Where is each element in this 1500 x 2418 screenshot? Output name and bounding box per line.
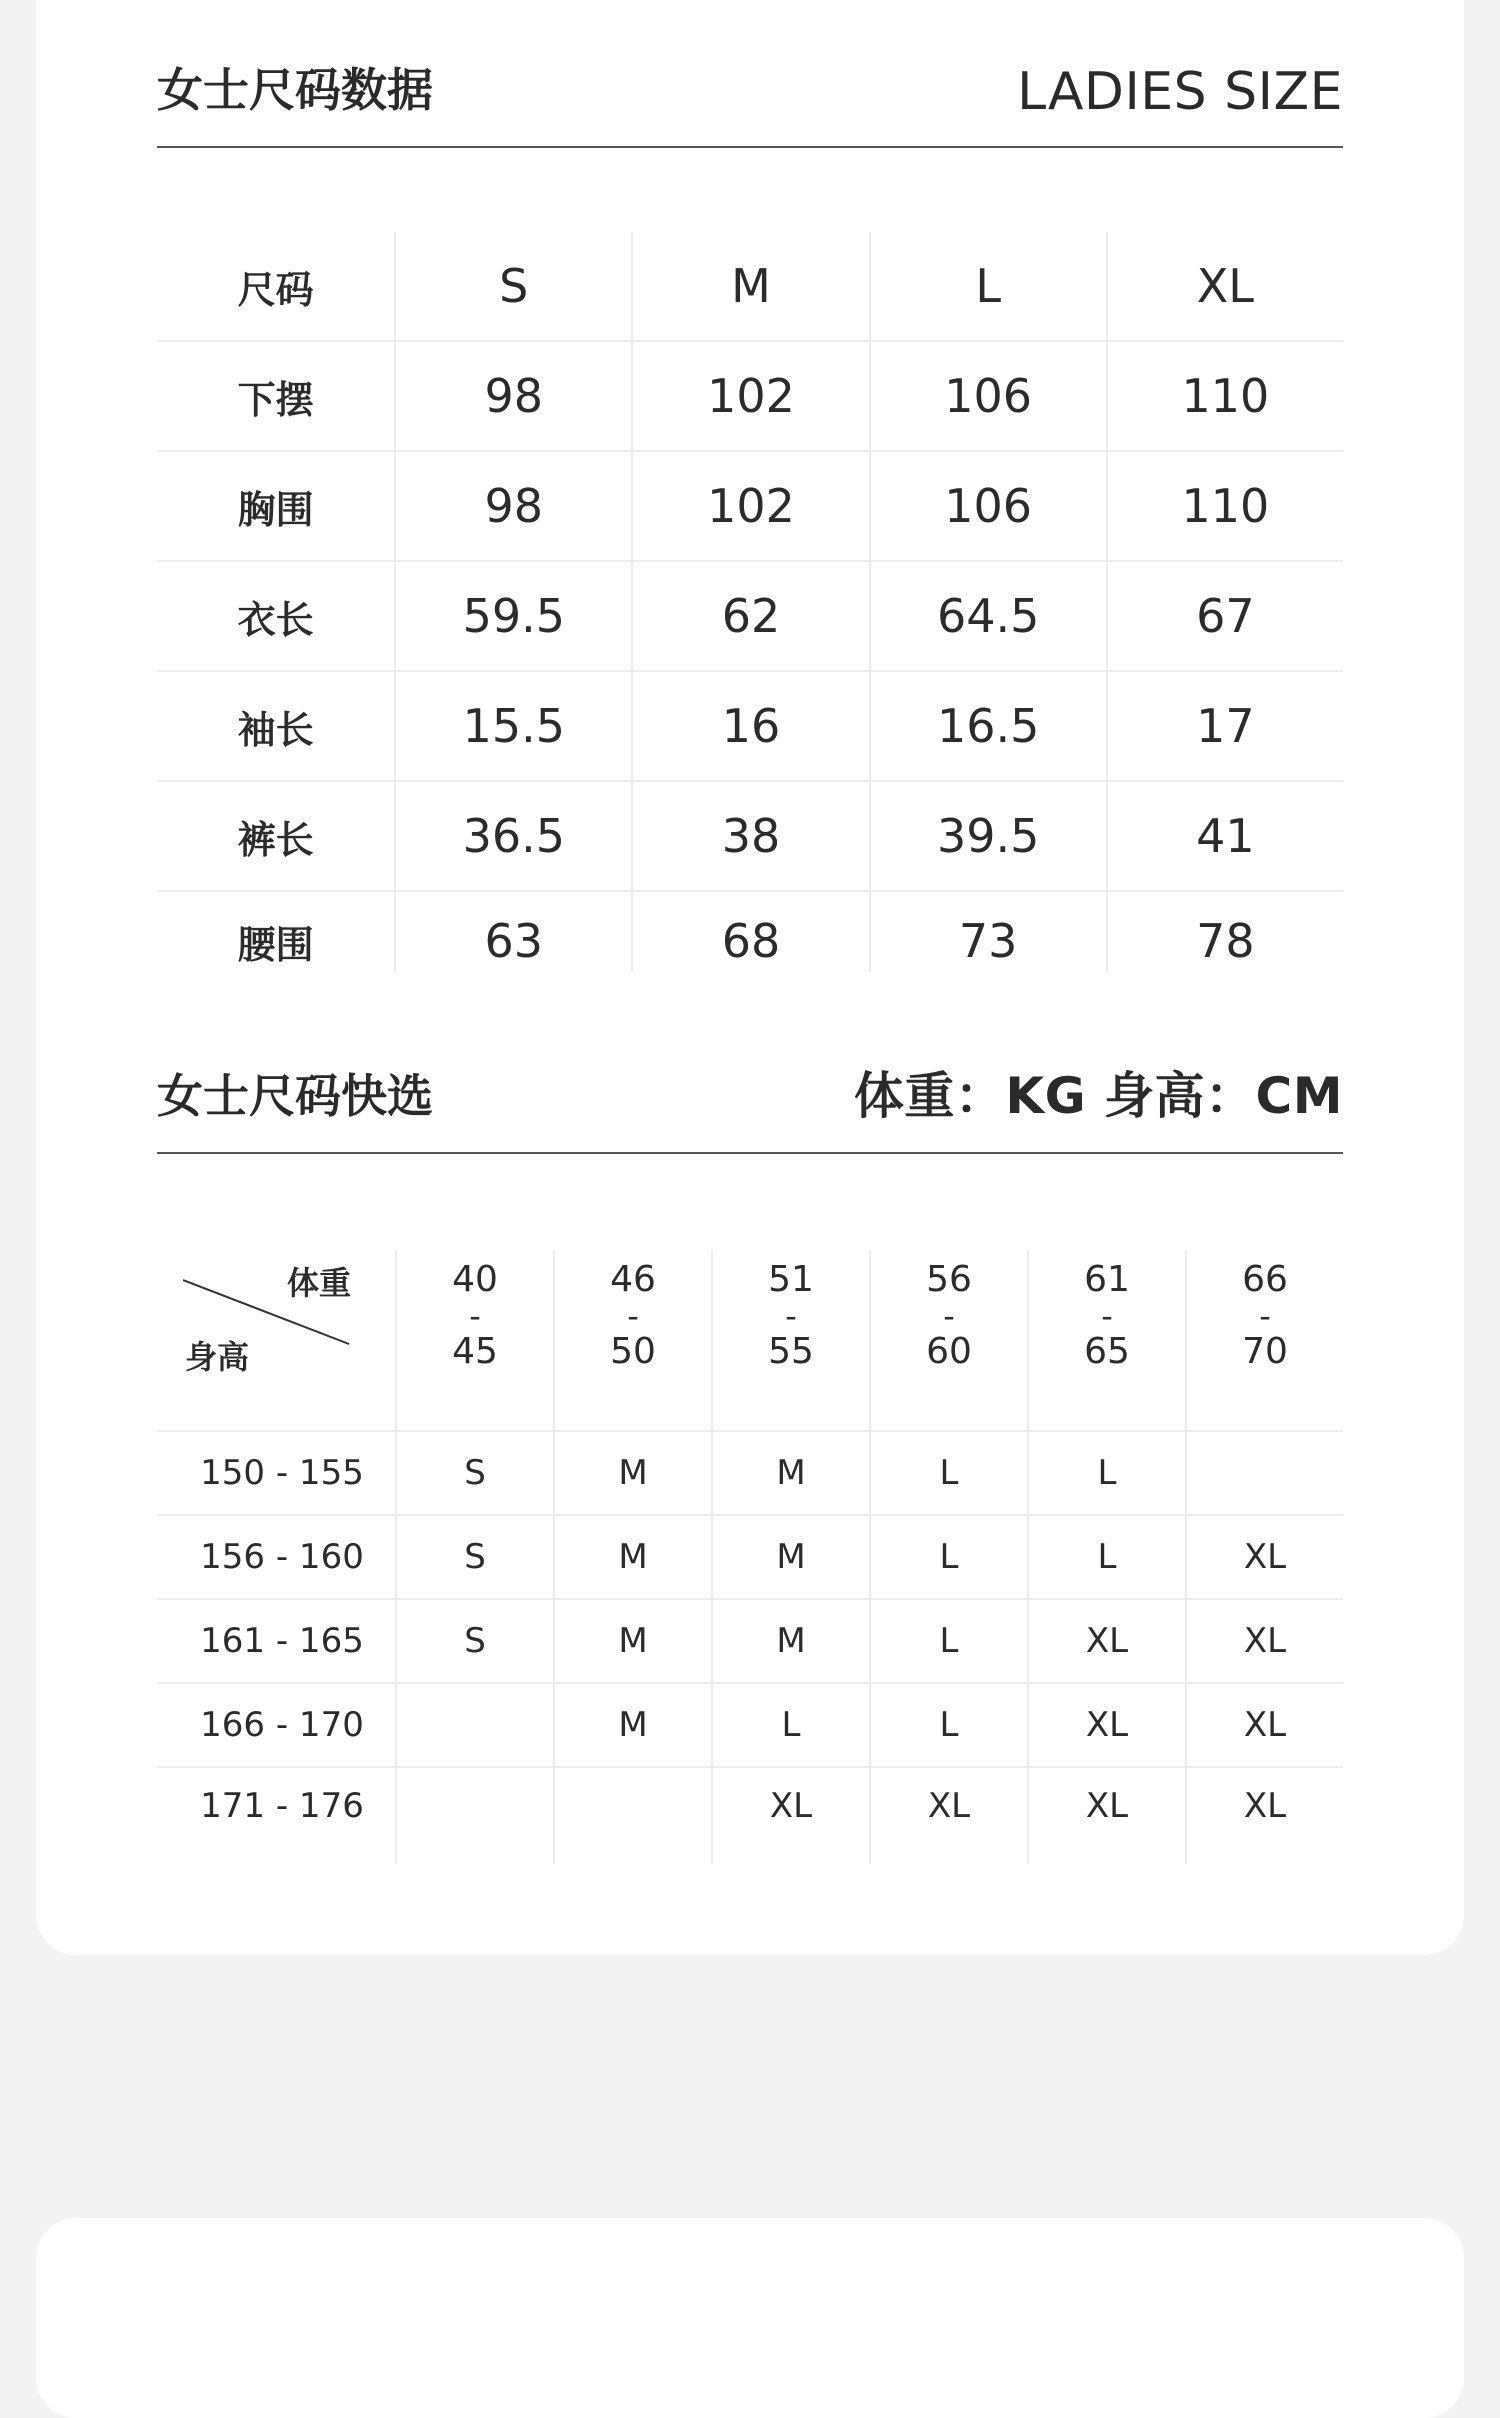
- measurement-label: 下摆: [237, 377, 314, 422]
- range-dash: -: [1101, 1297, 1113, 1335]
- table-header-row: [157, 1250, 1343, 1432]
- weight-from: 40: [452, 1259, 498, 1300]
- size-cell: M: [711, 1516, 869, 1598]
- quick-select-table: [157, 1250, 1343, 1864]
- range-dash: -: [469, 1297, 481, 1335]
- measurement-value: 73: [869, 892, 1106, 972]
- size-cell: L: [711, 1684, 869, 1766]
- size-cell: XL: [1185, 1600, 1343, 1682]
- measurement-value: 16.5: [869, 672, 1106, 780]
- measurement-value: 98: [394, 452, 631, 560]
- section-title: 女士尺码数据: [157, 63, 433, 117]
- weight-to: 55: [768, 1331, 814, 1372]
- table-row: [157, 1600, 1343, 1684]
- size-cell: M: [711, 1600, 869, 1682]
- size-header-cell: M: [631, 232, 868, 340]
- weight-from: 61: [1084, 1259, 1130, 1300]
- next-card: [36, 2218, 1464, 2418]
- height-range-label: 161 - 165: [200, 1621, 364, 1661]
- weight-from: 56: [926, 1259, 972, 1300]
- corner-cell: [157, 1250, 395, 1430]
- measurement-value: 62: [631, 562, 868, 670]
- size-cell: [395, 1684, 553, 1766]
- size-cell: XL: [1185, 1516, 1343, 1598]
- size-cell: XL: [1027, 1684, 1185, 1766]
- header-label-cell: 尺码: [237, 267, 314, 312]
- height-range-label: 150 - 155: [200, 1453, 364, 1493]
- measurement-value: 67: [1106, 562, 1343, 670]
- weight-to: 65: [1084, 1331, 1130, 1372]
- size-cell: L: [869, 1684, 1027, 1766]
- measurement-value: 102: [631, 452, 868, 560]
- size-cell: S: [395, 1432, 553, 1514]
- height-range-label: 166 - 170: [200, 1705, 364, 1745]
- measurement-value: 64.5: [869, 562, 1106, 670]
- measurement-value: 39.5: [869, 782, 1106, 890]
- size-cell: XL: [869, 1768, 1027, 1864]
- measurement-label: 衣长: [237, 597, 314, 642]
- size-cell: XL: [711, 1768, 869, 1864]
- weight-range-cell: [1185, 1250, 1343, 1430]
- section-subtitle: LADIES SIZE: [1017, 62, 1343, 122]
- table-row: [157, 892, 1343, 972]
- weight-to: 60: [926, 1331, 972, 1372]
- size-header-cell: S: [394, 232, 631, 340]
- table-row: [157, 672, 1343, 782]
- height-range-label: 156 - 160: [200, 1537, 364, 1577]
- measurement-value: 110: [1106, 342, 1343, 450]
- table-row: [157, 1684, 1343, 1768]
- weight-range-cell: [1027, 1250, 1185, 1430]
- measurement-value: 68: [631, 892, 868, 972]
- table-row: [157, 1516, 1343, 1600]
- height-label: 身高: [185, 1338, 250, 1376]
- size-data-table: [157, 232, 1343, 972]
- table-row: [157, 562, 1343, 672]
- measurement-value: 36.5: [394, 782, 631, 890]
- size-header-cell: L: [869, 232, 1106, 340]
- measurement-label: 腰围: [237, 923, 314, 967]
- table-row: [157, 1768, 1343, 1864]
- table-row: [157, 452, 1343, 562]
- measurement-value: 41: [1106, 782, 1343, 890]
- measurement-label: 袖长: [237, 707, 314, 752]
- measurement-value: 110: [1106, 452, 1343, 560]
- measurement-label: 胸围: [237, 487, 314, 532]
- size-cell: L: [1027, 1432, 1185, 1514]
- weight-label: 体重: [287, 1264, 352, 1302]
- measurement-value: 98: [394, 342, 631, 450]
- range-dash: -: [943, 1297, 955, 1335]
- size-cell: [1185, 1432, 1343, 1514]
- range-dash: -: [1259, 1297, 1271, 1335]
- range-dash: -: [785, 1297, 797, 1335]
- weight-from: 66: [1242, 1259, 1288, 1300]
- measurement-value: 38: [631, 782, 868, 890]
- weight-range-cell: [869, 1250, 1027, 1430]
- measurement-value: 78: [1106, 892, 1343, 972]
- measurement-value: 59.5: [394, 562, 631, 670]
- height-range-label: 171 - 176: [200, 1786, 364, 1826]
- quick-select-header: [157, 1068, 1343, 1154]
- size-cell: L: [1027, 1516, 1185, 1598]
- ladies-size-header: [157, 62, 1343, 148]
- size-cell: XL: [1185, 1768, 1343, 1864]
- size-cell: [395, 1768, 553, 1864]
- units-label: 体重：KG 身高：CM: [853, 1067, 1343, 1125]
- weight-to: 70: [1242, 1331, 1288, 1372]
- measurement-value: 106: [869, 342, 1106, 450]
- section-title: 女士尺码快选: [157, 1069, 433, 1123]
- measurement-value: 63: [394, 892, 631, 972]
- size-cell: L: [869, 1516, 1027, 1598]
- measurement-value: 15.5: [394, 672, 631, 780]
- weight-from: 51: [768, 1259, 814, 1300]
- table-row: [157, 342, 1343, 452]
- size-cell: M: [553, 1432, 711, 1514]
- weight-range-cell: [711, 1250, 869, 1430]
- size-header-cell: XL: [1106, 232, 1343, 340]
- size-cell: XL: [1027, 1600, 1185, 1682]
- size-cell: M: [711, 1432, 869, 1514]
- size-cell: XL: [1027, 1768, 1185, 1864]
- size-cell: L: [869, 1432, 1027, 1514]
- size-cell: S: [395, 1516, 553, 1598]
- size-cell: M: [553, 1600, 711, 1682]
- size-cell: XL: [1185, 1684, 1343, 1766]
- size-cell: [553, 1768, 711, 1864]
- range-dash: -: [627, 1297, 639, 1335]
- size-cell: M: [553, 1516, 711, 1598]
- measurement-label: 裤长: [237, 817, 314, 862]
- weight-from: 46: [610, 1259, 656, 1300]
- table-header-row: [157, 232, 1343, 342]
- weight-range-cell: [395, 1250, 553, 1430]
- size-cell: M: [553, 1684, 711, 1766]
- size-cell: L: [869, 1600, 1027, 1682]
- measurement-value: 106: [869, 452, 1106, 560]
- size-cell: S: [395, 1600, 553, 1682]
- table-row: [157, 782, 1343, 892]
- weight-range-cell: [553, 1250, 711, 1430]
- measurement-value: 16: [631, 672, 868, 780]
- weight-to: 45: [452, 1331, 498, 1372]
- measurement-value: 102: [631, 342, 868, 450]
- measurement-value: 17: [1106, 672, 1343, 780]
- table-row: [157, 1432, 1343, 1516]
- weight-to: 50: [610, 1331, 656, 1372]
